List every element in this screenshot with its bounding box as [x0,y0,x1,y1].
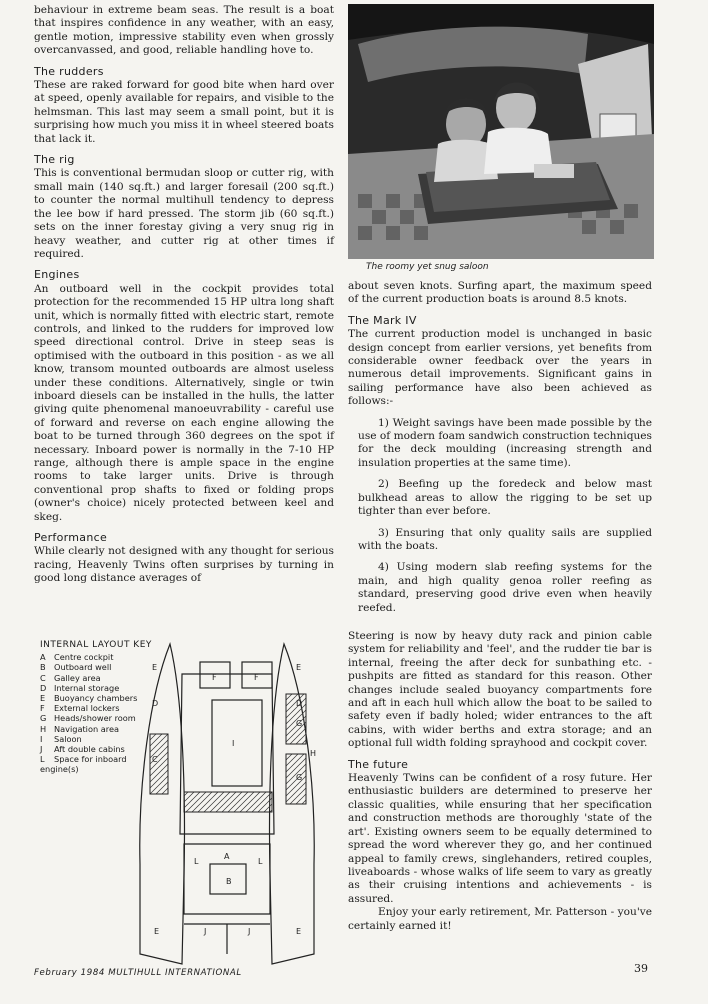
key-letter: J [40,744,43,755]
mark-iv-heading: The Mark IV [348,313,417,327]
key-letter: L [40,754,45,765]
future-paragraph: Heavenly Twins can be confident of a rosy future. Her enthusiastic builders are determined to preserve her classic qualities, while ensuring that her specification and construction methods are thoroughly 'state of the art'. Existing owners seem to be equally determined to spread the word wherever they go, and her continued appeal to family crews, singlehanders, retired couples, liveaboards - whose walks of life seem to vary as greatly as their cruising intentions and achievements - is assured. [348,772,652,905]
svg-text:H: H [310,749,317,758]
key-text: Saloon [54,733,82,744]
key-letter: A [40,652,46,663]
svg-text:F: F [254,673,259,682]
key-text: Galley area [54,672,101,683]
svg-text:L: L [258,857,263,866]
svg-text:E: E [296,663,302,672]
svg-text:J: J [204,927,207,936]
svg-text:J: J [248,927,251,936]
saloon-photo-image [348,4,654,259]
key-row [40,693,152,703]
page-number: 39 [634,962,648,975]
mark-iv-intro: The current production model is unchanged in basic design concept from earlier versions, yet benefits from considerable owner feedback over the years in numerous detail improvements. Significant gains in sailing performance have also been achieved as follows:- [348,328,652,408]
key-text: Navigation area [54,723,120,734]
key-row [40,652,152,662]
svg-text:F: F [212,673,217,682]
saloon-photo [348,4,654,259]
key-text: Space for inboard engine(s) [40,754,127,775]
engines-heading: Engines [34,268,80,282]
engines-paragraph: An outboard well in the cockpit provides total protection for the recommended 15 HP ultra long shaft unit, which is normally fitted with electric start, remote controls, and linked to the rudders for improved low speed directional control. Drive in steep seas is optimised with the outboard in this position - as we all know, transom mounted outboards are almost useless under these conditions. Alternatively, single or twin inboard diesels can be installed in the hulls, the latter giving quite phenomenal manoeuvrability - careful use of forward and reverse on each engine allowing the boat to be turned through 360 degrees on the spot if necessary. Inboard power is normally in the 7-10 HP range, although there is ample space in the engine rooms to take larger units. Drive is through conventional prop shafts to fixed or folding props (owner's choice) nicely protected between keel and skeg. [34,282,334,523]
key-letter: G [40,713,47,724]
svg-text:E: E [152,663,158,672]
key-letter: D [40,682,47,693]
steering-paragraph: Steering is now by heavy duty rack and pinion cable system for reliability and 'feel', and the rudder tie bar is internal, freeing the after deck for sunbathing etc. - pushpits are fitted as standard for this reason. Other changes include sealed buoyancy compartments fore and aft in each hull which allow the boat to be sailed to safety even if badly holed; wider entrances to the aft cabins, with wider berths and extra storage; and an optional full width folding sprayhood and cockpit cover. [348,630,652,750]
key-letter: C [40,672,46,683]
right-column-upper [348,280,652,615]
continuation-paragraph: about seven knots. Surfing apart, the maximum speed of the current production boats is around 8.5 knots. [348,280,652,306]
svg-text:C: C [152,755,158,764]
key-letter: H [40,723,47,734]
key-text: Outboard well [54,662,112,673]
future-heading: The future [348,757,409,771]
rig-heading: The rig [34,153,75,167]
key-row [40,713,152,723]
key-text: Aft double cabins [54,744,125,755]
improvement-item-4: 4) Using modern slab reefing systems for the main, and high quality genoa roller reefing as standard, preserving good drive even when heavily reefed. [358,561,652,614]
key-row [40,724,152,734]
performance-paragraph: While clearly not designed with any thought for serious racing, Heavenly Twins often surprises by turning in good long distance averages of [34,545,334,585]
svg-text:D: D [296,699,303,708]
performance-heading: Performance [34,531,108,545]
svg-text:E: E [154,927,160,936]
key-text: Internal storage [54,682,120,693]
rig-paragraph: This is conventional bermudan sloop or cutter rig, with small main (140 sq.ft.) and larger foresail (200 sq.ft.) to counter the normal multihull tendency to depress the lee bow if hard pressed. The storm jib (60 sq.ft.) sets on the inner forestay giving a very snug rig in heavy weather, and cutter rig at other times if required. [34,167,334,260]
layout-key-title: INTERNAL LAYOUT KEY [40,640,152,650]
improvement-item-3: 3) Ensuring that only quality sails are supplied with the boats. [358,526,652,552]
left-column [34,4,334,586]
closing-paragraph: Enjoy your early retirement, Mr. Patterson - you've certainly earned it! [348,906,652,932]
improvement-item-2: 2) Beefing up the foredeck and below mast bulkhead areas to allow the rigging to be set up tighter than ever before. [358,478,652,518]
key-row [40,734,152,744]
key-letter: E [40,693,46,704]
improvement-item-1: 1) Weight savings have been made possible by the use of modern foam sandwich construction techniques for the deck moulding (increasing strength and insulation properties at the same time). [358,416,652,469]
layout-key [40,640,152,775]
key-row [40,683,152,693]
right-column-lower [348,630,652,933]
key-row [40,703,152,713]
key-text: Heads/shower room [54,713,136,724]
key-row [40,662,152,672]
svg-text:A: A [224,852,230,861]
svg-text:D: D [152,699,159,708]
key-row [40,744,152,754]
rudders-heading: The rudders [34,64,104,78]
key-row [40,673,152,683]
key-letter: F [40,703,45,714]
svg-text:G: G [296,773,303,782]
issue-footer: February 1984 MULTIHULL INTERNATIONAL [34,968,242,978]
key-letter: I [40,733,43,744]
svg-text:B: B [226,877,232,886]
key-text: Buoyancy chambers [54,693,138,704]
key-letter: B [40,662,46,673]
key-row [40,754,136,774]
svg-text:E: E [296,927,302,936]
svg-text:L: L [194,857,199,866]
intro-paragraph: behaviour in extreme beam seas. The result is a boat that inspires confidence in any weather, with an easy, gentle motion, impressive stability even when grossly overcanvassed, and good, reliable handling hove to. [34,4,334,57]
svg-text:I: I [232,739,235,748]
photo-caption: The roomy yet snug saloon [366,262,489,272]
key-text: External lockers [54,703,120,714]
key-text: Centre cockpit [54,652,114,663]
rudders-paragraph: These are raked forward for good bite when hard over at speed, openly available for repairs, and visible to the helmsman. This last may seem a small point, but it is surprising how much you miss it in wheel steered boats that lack it. [34,79,334,145]
svg-text:G: G [296,719,303,728]
